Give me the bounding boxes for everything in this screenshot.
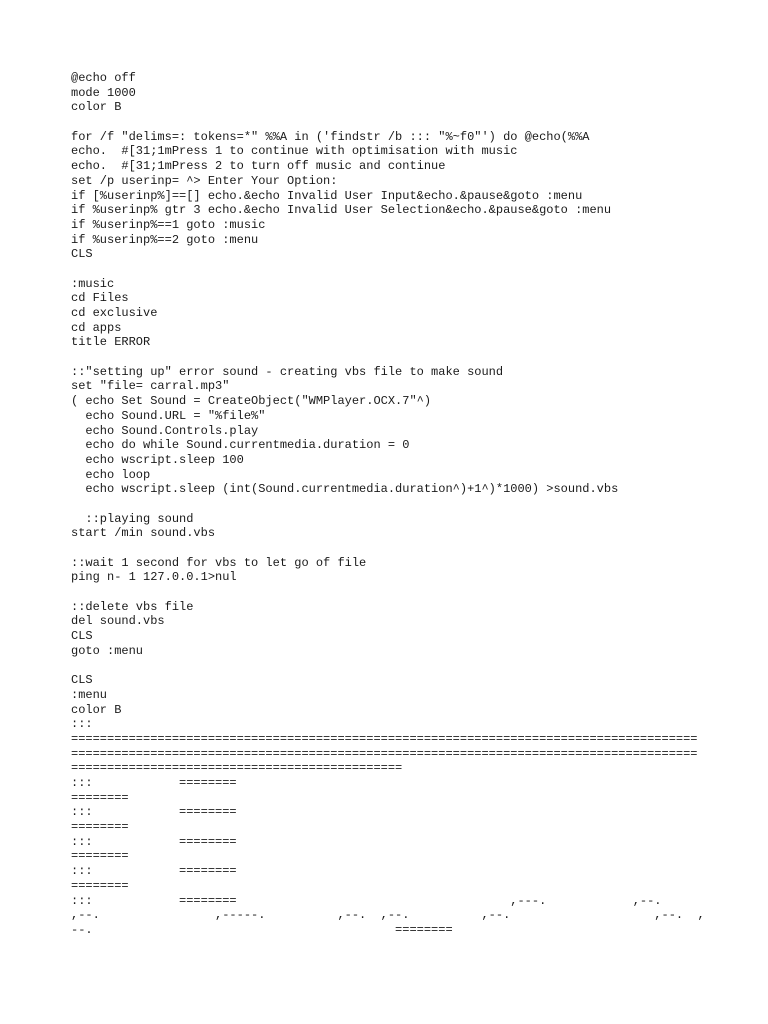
code-line: ::: [71, 717, 93, 732]
code-line: --. ======== [71, 922, 453, 937]
code-line: for /f "delims=: tokens=*" %%A in ('findstr /b ::: "%~f0"') do @echo(%%A [71, 129, 590, 144]
code-line: ::: ======== [71, 776, 237, 790]
code-line: ,--. ,-----. ,--. ,--. ,--. ,--. , [71, 908, 705, 923]
code-line: echo Sound.Controls.play [71, 423, 259, 438]
code-line: :menu [71, 687, 108, 702]
code-line: set /p userinp= ^> Enter Your Option: [71, 173, 338, 188]
code-line: ======== [71, 820, 129, 835]
code-line: CLS [71, 247, 93, 262]
code-line: ======== [71, 878, 129, 893]
code-line: cd apps [71, 320, 122, 335]
code-line: color B [71, 702, 122, 717]
code-line: goto :menu [71, 643, 144, 658]
code-line: set "file= carral.mp3" [71, 379, 230, 394]
code-line: ping n- 1 127.0.0.1>nul [71, 570, 237, 585]
blank-line [71, 115, 711, 130]
code-line: ::wait 1 second for vbs to let go of file [71, 555, 367, 570]
code-line: if [%userinp%]==[] echo.&echo Invalid User Input&echo.&pause&goto :menu [71, 188, 583, 203]
code-line: ::"setting up" error sound - creating vbs file to make sound [71, 364, 504, 379]
code-line: ::: ======== [71, 864, 237, 879]
code-line: mode 1000 [71, 85, 136, 100]
blank-line [71, 262, 711, 277]
code-line: ======== [71, 849, 129, 864]
code-line: echo wscript.sleep (int(Sound.currentmedia.duration^)+1^)*1000) >sound.vbs [71, 482, 619, 497]
blank-line [71, 497, 711, 512]
code-line: if %userinp%==1 goto :music [71, 217, 266, 232]
code-line: CLS [71, 629, 93, 644]
code-line: echo wscript.sleep 100 [71, 452, 244, 467]
code-line: ::: ======== ,---. ,--. [71, 893, 662, 908]
code-line: echo. #[31;1mPress 2 to turn off music and continue [71, 159, 446, 174]
code-line: echo Sound.URL = "%file%" [71, 408, 266, 423]
code-line: if %userinp%==2 goto :menu [71, 232, 259, 247]
code-line: start /min sound.vbs [71, 526, 216, 541]
code-line: if %userinp% gtr 3 echo.&echo Invalid User Selection&echo.&pause&goto :menu [71, 203, 612, 218]
code-line: cd exclusive [71, 306, 158, 320]
code-line: CLS [71, 673, 93, 688]
code-line: ::: ======== [71, 805, 237, 820]
code-line: color B [71, 100, 122, 115]
code-line: title ERROR [71, 335, 151, 350]
code-line: ::: ======== [71, 834, 237, 849]
code-line: del sound.vbs [71, 614, 165, 629]
code-line: @echo off [71, 71, 136, 85]
code-line: ======== [71, 790, 129, 805]
code-line: echo loop [71, 467, 151, 482]
blank-line [71, 350, 711, 365]
batch-script-code [71, 71, 711, 938]
blank-line [71, 541, 711, 556]
code-line: ::playing sound [71, 511, 194, 526]
code-line: ======================================================================================= [71, 731, 698, 746]
code-line: ( echo Set Sound = CreateObject("WMPlayer.OCX.7"^) [71, 394, 432, 409]
code-line: :music [71, 276, 115, 291]
code-line: ======================================================================================= [71, 746, 698, 761]
blank-line [71, 659, 711, 674]
code-line: cd Files [71, 291, 129, 306]
code-line: echo do while Sound.currentmedia.duration = 0 [71, 438, 410, 453]
blank-line [71, 585, 711, 600]
code-line: ::delete vbs file [71, 599, 194, 614]
code-line: ============================================== [71, 761, 403, 776]
code-line: echo. #[31;1mPress 1 to continue with optimisation with music [71, 144, 518, 159]
